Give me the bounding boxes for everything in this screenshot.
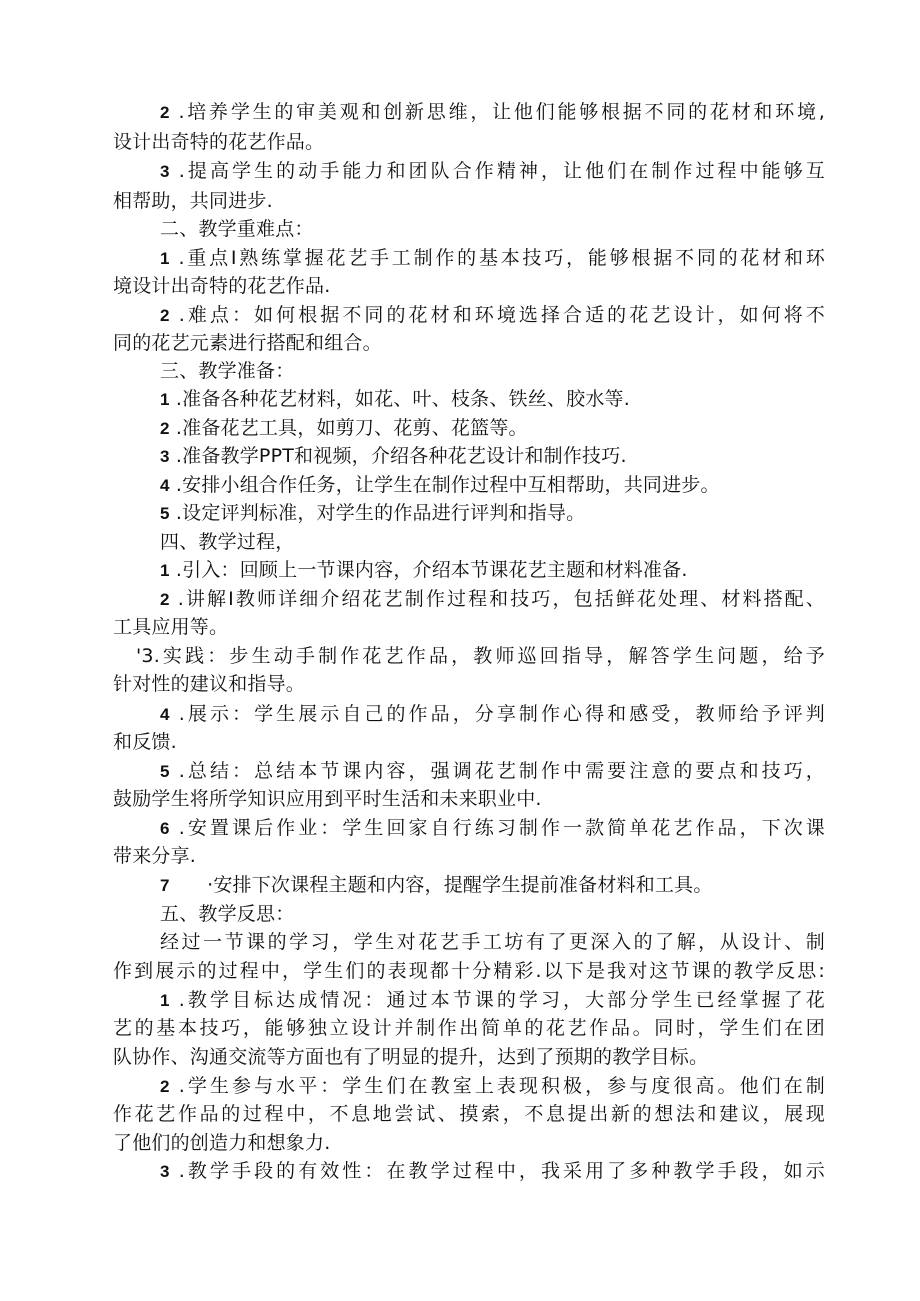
section-heading: 三、教学准备： [160, 360, 295, 382]
paragraph-line: 5 .设定评判标准，对学生的作品进行评判和指导。 [160, 502, 586, 524]
paragraph-line: 7 ·安排下次课程主题和内容，提醒学生提前准备材料和工具。 [160, 874, 713, 896]
paragraph-line: 了他们的创造力和想象力. [113, 1132, 331, 1154]
paragraph-line: 2 .学生参与水平：学生们在教室上表现积极，参与度很高。他们在制 [160, 1075, 825, 1097]
paragraph-line: 1 .准备各种花艺材料，如花、叶、枝条、铁丝、胶水等. [160, 388, 630, 410]
paragraph-line: 带来分享. [113, 845, 197, 867]
paragraph-line: 鼓励学生将所学知识应用到平时生活和未来职业中. [113, 788, 542, 810]
paragraph-line: 境设计出奇特的花艺作品. [113, 275, 331, 297]
paragraph-line: 经过一节课的学习，学生对花艺手工坊有了更深入的了解，从设计、制 [160, 931, 825, 953]
paragraph-line: 同的花艺元素进行搭配和组合。 [113, 332, 382, 354]
paragraph-line: 2 .讲解I教师详细介绍花艺制作过程和技巧，包括鲜花处理、材料搭配、 [160, 588, 825, 610]
paragraph-line: 3 .提高学生的动手能力和团队合作精神，让他们在制作过程中能够互 [160, 160, 825, 182]
paragraph-line: 3 .准备教学PPT和视频，介绍各种花艺设计和制作技巧. [160, 445, 627, 467]
paragraph-line: 3 .教学手段的有效性：在教学过程中，我采用了多种教学手段，如示 [160, 1160, 825, 1182]
paragraph-line: 2 .难点：如何根据不同的花材和环境选择合适的花艺设计，如何将不 [160, 304, 825, 326]
paragraph-line: 设计出奇特的花艺作品。 [113, 131, 325, 153]
paragraph-line: 相帮助，共同进步. [113, 190, 273, 212]
paragraph-line: 队协作、沟通交流等方面也有了明显的提升，达到了预期的教学目标。 [113, 1046, 709, 1068]
paragraph-line: 1 .引入：回顾上一节课内容，介绍本节课花艺主题和材料准备. [160, 559, 688, 581]
paragraph-line: 2 .准备花艺工具，如剪刀、花剪、花篮等。 [160, 417, 528, 439]
paragraph-line: 和反馈. [113, 731, 177, 753]
paragraph-line: 6 .安置课后作业：学生回家自行练习制作一款简单花艺作品，下次课 [160, 817, 825, 839]
section-heading: 五、教学反思： [160, 903, 295, 925]
paragraph-line: 2 .培养学生的审美观和创新思维，让他们能够根据不同的花材和环境, [160, 101, 825, 123]
paragraph-line: 作到展示的过程中，学生们的表现都十分精彩.以下是我对这节课的教学反思: [113, 960, 825, 982]
paragraph-line: 1 .教学目标达成情况：通过本节课的学习，大部分学生已经掌握了花 [160, 989, 825, 1011]
section-heading: 四、教学过程， [160, 531, 295, 553]
paragraph-line: 4 .安排小组合作任务，让学生在制作过程中互相帮助，共同进步。 [160, 474, 720, 496]
paragraph-line: 4 .展示：学生展示自己的作品，分享制作心得和感受，教师给予评判 [160, 703, 825, 725]
paragraph-line: '3.实践：步生动手制作花艺作品，教师巡回指导，解答学生问题，给予 [136, 645, 825, 667]
paragraph-line: 工具应用等。 [113, 616, 229, 638]
paragraph-line: 针对性的建议和指导。 [113, 673, 306, 695]
paragraph-line: 1 .重点I熟练掌握花艺手工制作的基本技巧，能够根据不同的花材和环 [160, 247, 825, 269]
section-heading: 二、教学重难点： [160, 218, 314, 240]
paragraph-line: 作花艺作品的过程中，不息地尝试、摸索，不息提出新的想法和建议，展现 [113, 1103, 825, 1125]
paragraph-line: 艺的基本技巧，能够独立设计并制作出简单的花艺作品。同时，学生们在团 [113, 1017, 825, 1039]
paragraph-line: 5 .总结：总结本节课内容，强调花艺制作中需要注意的要点和技巧， [160, 760, 825, 782]
